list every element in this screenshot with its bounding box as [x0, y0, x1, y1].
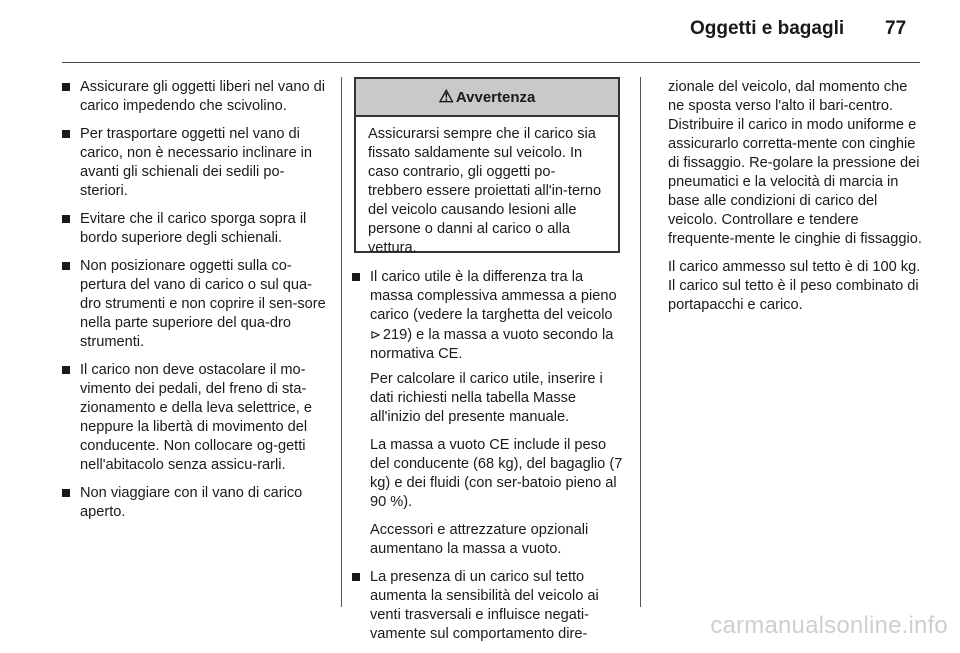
sub-paragraph: Accessori e attrezzature opzionali aumentano la massa a vuoto.: [370, 522, 589, 557]
column-1: [62, 78, 330, 531]
paragraph: zionale del veicolo, dal momento che ne sposta verso l'alto il bari-centro. Distribuire il carico in modo uniforme e assicurarlo corretta-mente con cinghie di fissaggio. Re-golare la pressione dei pneumatici e la velocità di marcia in base alle condizioni di carico del veicolo. Controllare e tendere frequente-mente le cinghie di fissaggio.: [668, 79, 922, 247]
bullet-text: Il carico non deve ostacolare il mo-vimento dei pedali, del freno di sta-zionamento e della leva selettrice, e neppure la libertà di movimento del conducente. Non collocare og-getti nell'abitacolo senza assicu-rarli.: [80, 362, 313, 473]
bullet-item: [62, 257, 330, 352]
bullet-text: Evitare che il carico sporga sopra il bordo superiore degli schienali.: [80, 211, 307, 246]
bullet-square-icon: [62, 130, 70, 138]
warning-title: Avvertenza: [455, 88, 536, 106]
column-divider-2: [640, 77, 641, 607]
warning-triangle-icon: ⚠: [438, 87, 454, 106]
sub-paragraph: Per calcolare il carico utile, inserire i dati richiesti nella tabella Masse all'inizio del presente manuale.: [370, 371, 603, 425]
bullet-item: [352, 568, 624, 644]
bullet-text: Per trasportare oggetti nel vano di carico, non è necessario inclinare in avanti gli schienali dei sedili po-steriori.: [80, 126, 313, 199]
bullet-square-icon: [62, 366, 70, 374]
bullet-square-icon: [62, 489, 70, 497]
bullet-square-icon: [352, 273, 360, 281]
warning-box: [354, 77, 620, 256]
column-divider-1: [341, 77, 342, 607]
column-3: [668, 78, 926, 324]
sub-paragraph: La massa a vuoto CE include il peso del conducente (68 kg), del bagaglio (7 kg) e dei fluidi (con ser-batoio pieno al 90 %).: [370, 437, 623, 510]
bullet-square-icon: [62, 83, 70, 91]
column-2: [352, 268, 624, 653]
bullet-item: [62, 484, 330, 522]
bullet-item: [62, 78, 330, 116]
bullet-text: Assicurare gli oggetti liberi nel vano di carico impedendo che scivolino.: [80, 79, 325, 114]
paragraph: Il carico ammesso sul tetto è di 100 kg. Il carico sul tetto è il peso combinato di portapacchi e carico.: [668, 259, 921, 313]
bullet-text: La presenza di un carico sul tetto aumenta la sensibilità del veicolo ai venti trasversali e influisce negati-vamente sul comportamento dire-: [370, 569, 599, 642]
page-number: 77: [885, 18, 907, 39]
page-reference-number[interactable]: 219: [382, 327, 408, 343]
warning-text: Assicurarsi sempre che il carico sia fissato saldamente sul veicolo. In caso contrario, gli oggetti po-trebbero essere proiettati all'in-terno del veicolo causando lesioni alle persone o danni al carico o alla vettura.: [368, 126, 602, 256]
bullet-text: Il carico utile è la differenza tra la massa complessiva ammessa a pieno carico (vedere la targhetta del veicolo: [370, 269, 617, 323]
bullet-item: [352, 268, 624, 364]
bullet-square-icon: [62, 262, 70, 270]
page-title: Oggetti e bagagli: [690, 18, 845, 39]
bullet-text: Non posizionare oggetti sulla co-pertura del vano di carico o sul qua-dro strumenti e non coprire il sen-sore nella parte superiore del qua-dro strumenti.: [80, 258, 326, 350]
bullet-square-icon: [62, 215, 70, 223]
page-reference-icon: ⊳: [370, 327, 381, 342]
bullet-text: Non viaggiare con il vano di carico aperto.: [80, 485, 303, 520]
bullet-item: [62, 361, 330, 475]
bullet-square-icon: [352, 573, 360, 581]
header-rule: [62, 62, 920, 63]
bullet-item: [62, 210, 330, 248]
bullet-item: [62, 125, 330, 201]
warning-header: [356, 79, 618, 117]
bullet-text-continued: ) e la massa a vuoto secondo la normativa CE.: [370, 327, 614, 362]
watermark: carmanualsonline.info: [710, 612, 948, 639]
